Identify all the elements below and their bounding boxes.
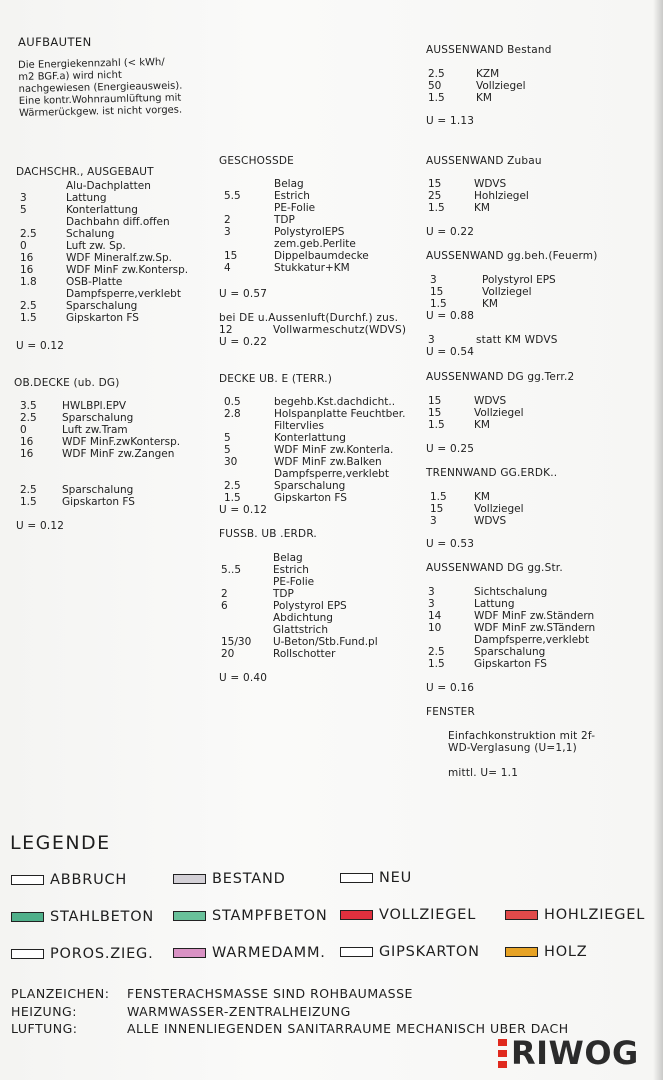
layer-row: [20, 300, 200, 312]
layer-material: Vollziegel: [474, 503, 524, 515]
layer-thickness: 1.5: [430, 491, 447, 503]
layer-row: [224, 408, 424, 420]
layer-thickness: 5: [224, 444, 231, 456]
layers-aw-str: [428, 586, 648, 670]
layer-material: TDP: [273, 588, 294, 600]
layer-material: Sparschalung: [274, 480, 346, 492]
layer-material: Hohlziegel: [474, 190, 529, 202]
layer-row: [221, 600, 421, 612]
planzeichen-label: PLANZEICHEN:: [11, 986, 110, 1001]
layer-material: WDF Mineralf.zw.Sp.: [66, 252, 173, 264]
layer-material: WDF MinF zw.Konterla.: [274, 444, 394, 456]
layer-material: Rollschotter: [273, 648, 336, 660]
layer-row: [20, 472, 200, 484]
layer-material: Sparschalung: [474, 646, 546, 658]
u-value-geschossde: U = 0.57: [219, 288, 268, 300]
layer-thickness: 50: [428, 80, 442, 92]
layer-material: Estrich: [273, 564, 309, 576]
luftung-label: LUFTUNG:: [11, 1021, 78, 1036]
legend-swatch: [505, 910, 538, 920]
layer-material: WDF MinF zw.Balken: [274, 456, 382, 468]
layer-material: Dachbahn diff.offen: [66, 216, 170, 228]
u-value-dachschr: U = 0.12: [16, 340, 65, 352]
heizung-value: WARMWASSER-ZENTRALHEIZUNG: [127, 1004, 351, 1019]
layer-material: Gipskarton FS: [62, 496, 135, 508]
layer-row: [20, 484, 200, 496]
layer-row: [221, 612, 421, 624]
layer-material: WDVS: [474, 178, 507, 190]
legend-label: WARMEDAMM.: [212, 945, 326, 961]
logo-mark-icon: [498, 1039, 507, 1068]
legend-title: LEGENDE: [10, 832, 111, 854]
logo-text: RIWOG: [511, 1034, 639, 1072]
layer-material: U-Beton/Stb.Fund.pl: [273, 636, 378, 648]
legend-item-hohlziegel: [505, 907, 645, 923]
layer-row: [20, 288, 200, 300]
layer-row: [224, 190, 414, 202]
layer-row: [428, 658, 648, 670]
layer-material: Konterlattung: [66, 204, 138, 216]
layer-row: [428, 395, 608, 407]
layer-row: [224, 238, 414, 250]
legend-swatch: [340, 947, 373, 957]
layer-thickness: 1.5: [20, 496, 37, 508]
layer-row: [430, 491, 610, 503]
layer-row: [20, 436, 200, 448]
layer-material: Vollziegel: [474, 407, 524, 419]
layer-thickness: 2: [224, 214, 231, 226]
layer-thickness: 0: [20, 424, 27, 436]
section-title-fenster: FENSTER: [426, 706, 475, 718]
layers-aw-feuerm: [430, 274, 610, 310]
layer-material: WDF MinF zw.Zangen: [62, 448, 175, 460]
section-title-aw-str: AUSSENWAND DG gg.Str.: [426, 562, 563, 574]
layer-material: Gipskarton FS: [66, 312, 139, 324]
layer-row: [430, 286, 610, 298]
layer-material: Alu-Dachplatten: [66, 180, 151, 192]
layer-thickness: 15: [428, 407, 442, 419]
layer-thickness: 1.5: [428, 92, 445, 104]
layer-row: [428, 646, 648, 658]
legend-label: POROS.ZIEG.: [50, 946, 154, 962]
legend-label: HOLZ: [544, 944, 588, 960]
u-value-aw-terr: U = 0.25: [426, 443, 475, 455]
layer-material: Polystyrol EPS: [273, 600, 347, 612]
layer-thickness: 16: [20, 264, 34, 276]
layer-row: [20, 180, 200, 192]
layer-thickness: 3: [20, 192, 27, 204]
intro-line: m2 BGF.a) wird nicht: [18, 69, 123, 83]
layer-material: Luft zw. Sp.: [66, 240, 126, 252]
layer-material: KZM: [476, 68, 500, 80]
layer-material: WDF MinF zw.Kontersp.: [66, 264, 189, 276]
intro-line: Wärmerückgew. ist nicht vorges.: [19, 104, 183, 119]
geschossde-extra-layer: Vollwarmeschutz(WDVS): [273, 324, 407, 336]
legend-item-vollziegel: [340, 907, 476, 923]
layer-thickness: 15/30: [221, 636, 252, 648]
layer-material: Belag: [274, 178, 304, 190]
legend-swatch: [173, 948, 206, 958]
heizung-label: HEIZUNG:: [11, 1004, 77, 1019]
layer-row: [428, 190, 608, 202]
layer-row: [221, 648, 421, 660]
legend-item-poros-zieg: [11, 946, 153, 962]
layer-material: WDF MinF zw.Ständern: [474, 610, 595, 622]
layer-row: [224, 456, 424, 468]
section-title-obdecke: OB.DECKE (ub. DG): [14, 377, 120, 389]
layer-row: [20, 264, 200, 276]
layer-thickness: 15: [428, 395, 442, 407]
layer-material: Dampfsperre,verklebt: [274, 468, 389, 480]
layer-row: [20, 448, 200, 460]
layer-material: Stukkatur+KM: [274, 262, 350, 274]
layer-thickness: 2.5: [20, 412, 37, 424]
section-title-aw-bestand: AUSSENWAND Bestand: [426, 44, 552, 56]
layer-row: [428, 598, 648, 610]
legend-label: BESTAND: [212, 871, 286, 887]
section-title-trennwand: TRENNWAND GG.ERDK..: [426, 467, 558, 479]
layer-row: [224, 480, 424, 492]
layer-material: Lattung: [66, 192, 107, 204]
layer-row: [428, 202, 608, 214]
layer-row: [428, 634, 648, 646]
aufbauten-intro: [18, 57, 183, 120]
u-value-aw-str: U = 0.16: [426, 682, 475, 694]
section-title-dachschr: DACHSCHR., AUSGEBAUT: [16, 166, 154, 178]
layer-thickness: 4: [224, 262, 231, 274]
layers-aw-zubau: [428, 178, 608, 214]
layer-material: WDVS: [474, 395, 507, 407]
layer-row: [224, 468, 424, 480]
legend-swatch: [11, 875, 44, 885]
layer-row: [224, 420, 424, 432]
layer-thickness: 15: [430, 503, 444, 515]
layer-thickness: 2.5: [428, 68, 445, 80]
layer-row: [20, 204, 200, 216]
layer-material: Dippelbaumdecke: [274, 250, 369, 262]
layer-thickness: 1.5: [20, 312, 37, 324]
layer-material: Gipskarton FS: [274, 492, 347, 504]
layer-thickness: 15: [224, 250, 238, 262]
layer-row: [428, 586, 648, 598]
section-title-deckeub: DECKE UB. E (TERR.): [219, 373, 333, 385]
layer-thickness: 2.5: [20, 228, 37, 240]
u-value-geschossde-2: U = 0.22: [219, 336, 268, 348]
layer-thickness: 3.5: [20, 400, 37, 412]
legend-label: VOLLZIEGEL: [379, 907, 477, 923]
legend-item-stahlbeton: [11, 909, 154, 925]
layer-row: [428, 92, 608, 104]
section-title-fussb: FUSSB. UB .ERDR.: [219, 528, 317, 540]
layer-material: KM: [474, 202, 490, 214]
layer-row: [224, 226, 414, 238]
layer-thickness: 1.8: [20, 276, 37, 288]
layer-thickness: 3: [428, 586, 435, 598]
layer-thickness: 0.5: [224, 396, 241, 408]
section-title-aw-feuerm: AUSSENWAND gg.beh.(Feuerm): [426, 250, 598, 262]
legend-item-gipskarton: [340, 944, 480, 960]
legend-swatch: [173, 911, 206, 921]
layer-thickness: 20: [221, 648, 235, 660]
layer-row: [20, 424, 200, 436]
legend-swatch: [11, 949, 44, 959]
layers-fussb: [221, 552, 421, 660]
layer-material: Filtervlies: [274, 420, 324, 432]
layer-thickness: 5..5: [221, 564, 242, 576]
layer-material: WDF MinF zw.STändern: [474, 622, 596, 634]
u-value-aw-feuerm-2: U = 0.54: [426, 346, 475, 358]
layer-row: [221, 588, 421, 600]
aufbauten-title: AUFBAUTEN: [18, 35, 92, 49]
layer-row: [430, 298, 610, 310]
layer-row: [430, 515, 610, 527]
layer-thickness: 0: [20, 240, 27, 252]
layer-material: Glattstrich: [273, 624, 328, 636]
layers-obdecke: [20, 400, 200, 508]
layer-row: [224, 214, 414, 226]
layer-thickness: 6: [221, 600, 228, 612]
layer-row: [221, 636, 421, 648]
layers-dachschr: [20, 180, 200, 324]
aw-feuerm-extra-layer: statt KM WDVS: [476, 334, 558, 346]
u-value-aw-zubau: U = 0.22: [426, 226, 475, 238]
layer-thickness: 5.5: [224, 190, 241, 202]
layer-thickness: 2.5: [20, 484, 37, 496]
intro-line: Die Energiekennzahl (< kWh/: [18, 56, 165, 71]
legend-label: HOHLZIEGEL: [544, 907, 646, 923]
layer-row: [20, 240, 200, 252]
layer-row: [20, 312, 200, 324]
layer-thickness: 1.5: [224, 492, 241, 504]
layer-row: [224, 492, 424, 504]
u-value-fussb: U = 0.40: [219, 672, 268, 684]
layer-material: WDVS: [474, 515, 507, 527]
legend-label: NEU: [379, 870, 413, 886]
layer-material: begehb.Kst.dachdicht..: [274, 396, 396, 408]
layer-row: [428, 622, 648, 634]
legend-item-bestand: [173, 871, 286, 887]
layer-row: [20, 496, 200, 508]
layer-row: [428, 178, 608, 190]
legend-label: STAMPFBETON: [212, 908, 328, 924]
layer-row: [224, 432, 424, 444]
layers-deckeub: [224, 396, 424, 504]
legend-item-neu: [340, 870, 412, 886]
layer-material: WDF MinF.zwKontersp.: [62, 436, 181, 448]
layer-material: Polystyrol EPS: [482, 274, 556, 286]
layer-material: Belag: [273, 552, 303, 564]
layer-thickness: 2.5: [224, 480, 241, 492]
layer-material: Gipskarton FS: [474, 658, 547, 670]
layer-material: KM: [474, 419, 490, 431]
u-value-deckeub: U = 0.12: [219, 504, 268, 516]
layer-material: Abdichtung: [273, 612, 333, 624]
u-value-aw-feuerm: U = 0.88: [426, 310, 475, 322]
layer-thickness: 16: [20, 436, 34, 448]
u-value-trennwand: U = 0.53: [426, 538, 475, 550]
layer-thickness: 16: [20, 448, 34, 460]
layer-thickness: 1.5: [428, 658, 445, 670]
section-title-aw-terr: AUSSENWAND DG gg.Terr.2: [426, 371, 575, 383]
fenster-line-2: WD-Verglasung (U=1,1): [448, 742, 577, 754]
layer-row: [221, 552, 421, 564]
layer-material: KM: [482, 298, 498, 310]
layer-row: [224, 262, 414, 274]
layer-thickness: 10: [428, 622, 442, 634]
layer-thickness: 2.5: [20, 300, 37, 312]
layer-row: [221, 576, 421, 588]
aw-feuerm-extra-thickness: 3: [428, 334, 435, 346]
layers-trennwand: [430, 491, 610, 527]
legend-item-warmedamm: [173, 945, 326, 961]
layer-row: [430, 503, 610, 515]
intro-line: Eine kontr.Wohnraumlüftung mit: [18, 92, 182, 107]
legend-item-stampfbeton: [173, 908, 327, 924]
layer-row: [428, 68, 608, 80]
layer-thickness: 1.5: [428, 419, 445, 431]
layer-material: Konterlattung: [274, 432, 346, 444]
intro-line: nachgewiesen (Energieausweis).: [18, 80, 183, 95]
layer-thickness: 3: [430, 274, 437, 286]
layer-row: [20, 400, 200, 412]
layer-material: Dampfsperre,verklebt: [474, 634, 589, 646]
layer-material: HWLBPl.EPV: [62, 400, 127, 412]
layer-material: Sparschalung: [62, 484, 134, 496]
layer-thickness: 14: [428, 610, 442, 622]
layer-material: OSB-Platte: [66, 276, 123, 288]
layer-thickness: 2: [221, 588, 228, 600]
layer-row: [20, 276, 200, 288]
layer-row: [221, 624, 421, 636]
layer-material: Schalung: [66, 228, 115, 240]
fenster-line-1: Einfachkonstruktion mit 2f-: [448, 730, 596, 742]
legend-label: ABBRUCH: [50, 872, 128, 888]
legend-swatch: [340, 910, 373, 920]
layer-thickness: 2.5: [428, 646, 445, 658]
layer-thickness: 1.5: [428, 202, 445, 214]
layer-row: [224, 178, 414, 190]
layer-row: [20, 216, 200, 228]
layer-material: Sparschalung: [66, 300, 138, 312]
legend-swatch: [340, 873, 373, 883]
layer-material: TDP: [274, 214, 295, 226]
layer-material: PE-Folie: [274, 202, 316, 214]
layer-material: zem.geb.Perlite: [274, 238, 356, 250]
layer-material: Sparschalung: [62, 412, 134, 424]
layer-material: Vollziegel: [476, 80, 526, 92]
u-value-obdecke: U = 0.12: [16, 520, 65, 532]
layer-material: Sichtschalung: [474, 586, 548, 598]
layer-material: Estrich: [274, 190, 310, 202]
layer-material: KM: [474, 491, 490, 503]
layer-row: [428, 610, 648, 622]
layer-row: [428, 419, 608, 431]
layer-material: Lattung: [474, 598, 515, 610]
legend-swatch: [173, 874, 206, 884]
legend-item-abbruch: [11, 872, 127, 888]
layer-row: [224, 396, 424, 408]
layer-material: Dampfsperre,verklebt: [66, 288, 181, 300]
layer-row: [428, 80, 608, 92]
layer-thickness: 3: [224, 226, 231, 238]
layer-row: [20, 412, 200, 424]
legend-label: STAHLBETON: [50, 909, 155, 925]
layer-row: [224, 250, 414, 262]
layers-aw-bestand: [428, 68, 608, 104]
layer-row: [20, 460, 200, 472]
planzeichen-value: FENSTERACHSMASSE SIND ROHBAUMASSE: [127, 986, 413, 1001]
layer-thickness: 3: [428, 598, 435, 610]
layer-row: [221, 564, 421, 576]
legend-label: GIPSKARTON: [379, 944, 480, 960]
legend-swatch: [11, 912, 44, 922]
layer-thickness: 16: [20, 252, 34, 264]
layer-thickness: 15: [430, 286, 444, 298]
layers-geschossde: [224, 178, 414, 274]
geschossde-extra-thickness: 12: [219, 324, 233, 336]
layer-material: PE-Folie: [273, 576, 315, 588]
layer-thickness: 1.5: [430, 298, 447, 310]
riwog-logo: [498, 1034, 639, 1072]
layer-thickness: 3: [430, 515, 437, 527]
layer-material: Luft zw.Tram: [62, 424, 128, 436]
layer-thickness: 25: [428, 190, 442, 202]
layer-thickness: 15: [428, 178, 442, 190]
layers-aw-terr: [428, 395, 608, 431]
layer-thickness: 30: [224, 456, 238, 468]
layer-material: PolystyrolEPS: [274, 226, 345, 238]
layer-row: [224, 444, 424, 456]
layer-thickness: 5: [20, 204, 27, 216]
fenster-mittl-u: mittl. U= 1.1: [448, 767, 519, 779]
geschossde-note: bei DE u.Aussenluft(Durchf.) zus.: [219, 312, 399, 324]
layer-material: Holspanplatte Feuchtber.: [274, 408, 406, 420]
layer-material: KM: [476, 92, 492, 104]
layer-row: [430, 274, 610, 286]
layer-row: [20, 228, 200, 240]
u-value-aw-bestand: U = 1.13: [426, 115, 475, 127]
layer-row: [428, 407, 608, 419]
layer-material: Vollziegel: [482, 286, 532, 298]
legend-item-holz: [505, 944, 588, 960]
legend-swatch: [505, 947, 538, 957]
layer-row: [20, 192, 200, 204]
layer-thickness: 5: [224, 432, 231, 444]
layer-row: [224, 202, 414, 214]
section-title-aw-zubau: AUSSENWAND Zubau: [426, 155, 542, 167]
layer-row: [20, 252, 200, 264]
section-title-geschossde: GESCHOSSDE: [219, 155, 294, 167]
layer-thickness: 2.8: [224, 408, 241, 420]
luftung-value: ALLE INNENLIEGENDEN SANITARRAUME MECHANISCH UBER DACH: [127, 1021, 569, 1036]
